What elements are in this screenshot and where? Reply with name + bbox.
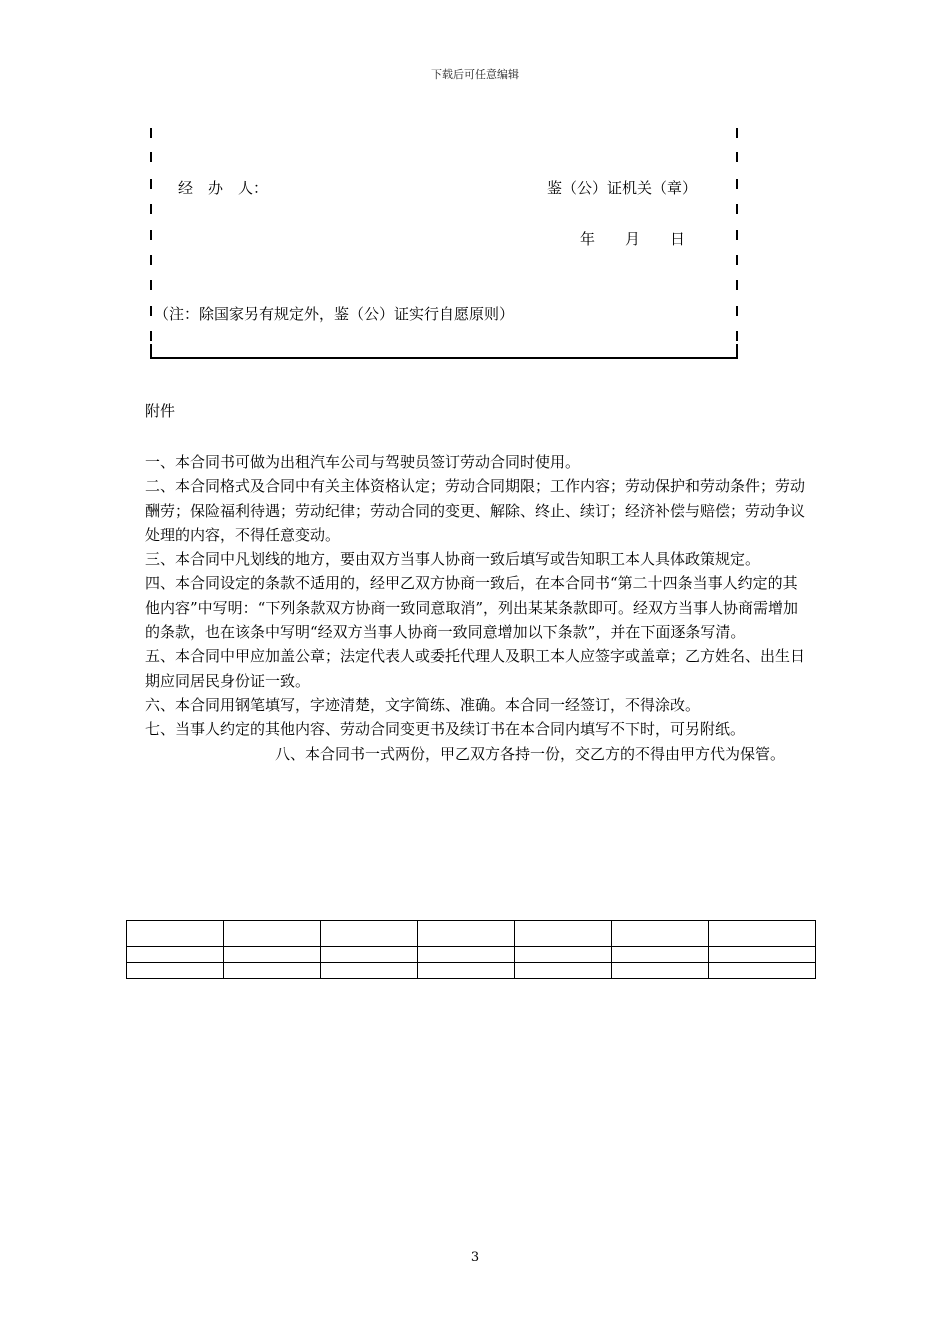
- box-note: （注：除国家另有规定外，鉴（公）证实行自愿原则）: [154, 305, 515, 323]
- attachment-title: 附件: [145, 402, 176, 420]
- attachment-item: 八、本合同书一式两份，甲乙双方各持一份，交乙方的不得由甲方代为保管。: [275, 744, 786, 763]
- attachment-item: 二、本合同格式及合同中有关主体资格认定；劳动合同期限；工作内容；劳动保护和劳动条件；劳动酬劳；保险福利待遇；劳动纪律；劳动合同的变更、解除、终止、续订；经济补偿与赔偿；劳动争议处理的内容，不得任意变动。: [145, 477, 806, 544]
- attachment-item: 五、本合同中甲应加盖公章；法定代表人或委托代理人及职工本人应签字或盖章；乙方姓名、出生日期应同居民身份证一致。: [145, 647, 806, 690]
- table-row: [127, 921, 816, 947]
- table-row: [127, 963, 816, 979]
- handler-label: 经 办 人：: [178, 179, 269, 197]
- header-note: 下载后可任意编辑: [431, 68, 519, 81]
- table-row: [127, 947, 816, 963]
- page-number: 3: [470, 1250, 480, 1265]
- empty-table: [126, 920, 816, 979]
- attachment-item: 一、本合同书可做为出租汽车公司与驾驶员签订劳动合同时使用。: [145, 453, 581, 471]
- box-bottom-border: [150, 357, 738, 359]
- verification-box: [150, 128, 738, 360]
- attachment-item: 七、当事人约定的其他内容、劳动合同变更书及续订书在本合同内填写不下时，可另附纸。: [145, 720, 746, 739]
- attachment-body: [145, 450, 810, 766]
- authority-label: 鉴（公）证机关（章）: [547, 179, 698, 197]
- date-label: 年 月 日: [580, 230, 686, 248]
- attachment-item: 六、本合同用钢笔填写，字迹清楚，文字简练、准确。本合同一经签订，不得涂改。: [145, 695, 701, 714]
- attachment-item: 三、本合同中凡划线的地方，要由双方当事人协商一致后填写或告知职工本人具体政策规定。: [145, 550, 761, 569]
- attachment-item: 四、本合同设定的条款不适用的，经甲乙双方协商一致后，在本合同书“第二十四条当事人约定的其他内容”中写明：“下列条款双方协商一致同意取消”，列出某某条款即可。经双方当事人协商需增加的条款，也在该条中写明“经双方当事人协商一致同意增加以下条款”，并在下面逐条写清。: [145, 574, 799, 642]
